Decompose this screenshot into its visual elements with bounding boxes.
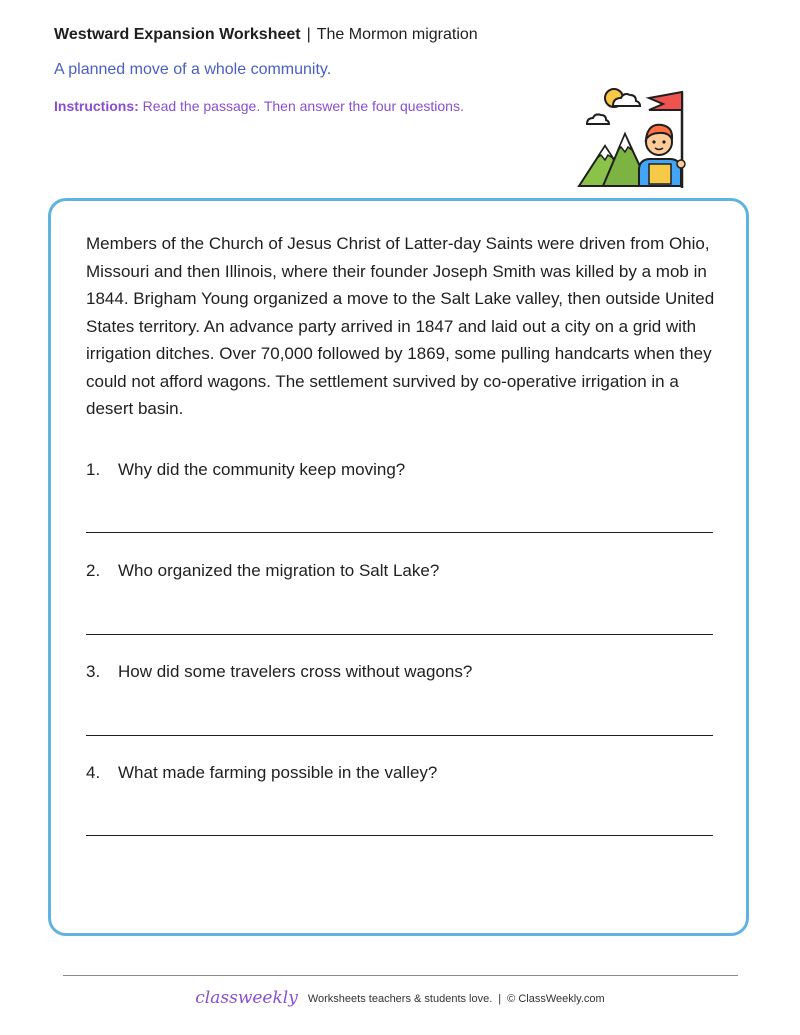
page-footer: [0, 988, 800, 1008]
question-3: [86, 662, 472, 682]
worksheet-topic: The Mormon migration: [316, 26, 478, 43]
question-number: 1.: [86, 460, 101, 479]
answer-line-4[interactable]: [86, 835, 713, 836]
mountain-climber-with-flag-icon: [577, 84, 695, 190]
question-text: What made farming possible in the valley?: [118, 763, 438, 782]
footer-copyright: © ClassWeekly.com: [507, 993, 605, 1005]
answer-line-3[interactable]: [86, 735, 713, 736]
question-text: Why did the community keep moving?: [118, 460, 406, 479]
question-text: Who organized the migration to Salt Lake?: [118, 561, 440, 580]
instructions-label: Instructions:: [54, 98, 139, 114]
footer-tagline: Worksheets teachers & students love.: [307, 993, 493, 1005]
instructions: [54, 98, 464, 114]
answer-line-2[interactable]: [86, 634, 713, 635]
worksheet-series: Westward Expansion Worksheet: [54, 26, 301, 43]
instructions-text: Read the passage. Then answer the four questions.: [142, 98, 464, 114]
question-number: 2.: [86, 561, 101, 580]
worksheet-subtitle: A planned move of a whole community.: [54, 61, 332, 78]
question-4: [86, 763, 437, 783]
footer-separator: |: [498, 993, 502, 1005]
brand-logo: classweekly: [195, 988, 298, 1008]
question-number: 4.: [86, 763, 101, 782]
answer-line-1[interactable]: [86, 532, 713, 533]
footer-divider: [63, 975, 738, 976]
question-number: 3.: [86, 662, 101, 681]
title-separator: |: [306, 26, 311, 43]
reading-passage: Members of the Church of Jesus Christ of Latter-day Saints were driven from Ohio, Missouri and then Illinois, where their founder Joseph Smith was killed by a mob in 1844. Brigham Young organized a move to the Salt Lake valley, then outside United States territory. An advance party arrived in 1847 and laid out a city on a grid with irrigation ditches. Over 70,000 followed by 1869, some pulling handcarts when they could not afford wagons. The settlement survived by co-operative irrigation in a desert basin.: [86, 234, 715, 418]
worksheet-title: [54, 26, 478, 44]
question-text: How did some travelers cross without wagons?: [118, 662, 473, 681]
question-1: [86, 460, 405, 480]
question-2: [86, 561, 439, 581]
